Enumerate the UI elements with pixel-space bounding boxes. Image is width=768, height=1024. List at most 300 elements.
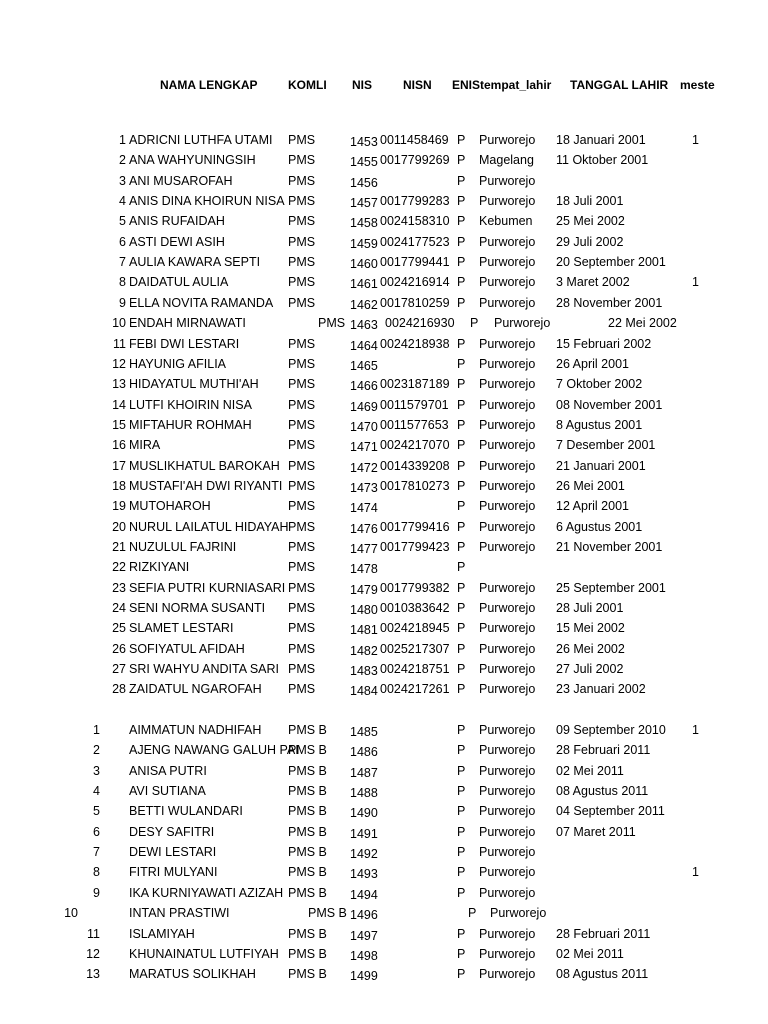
cell-no: 27	[112, 662, 126, 677]
cell-jk: P	[457, 153, 466, 168]
table-row	[0, 174, 768, 194]
cell-tgl: 28 November 2001	[556, 295, 663, 310]
cell-nis: 1479	[350, 582, 378, 597]
cell-tgl: 28 Februari 2011	[556, 743, 651, 758]
cell-nisn: 0024218938	[380, 336, 450, 351]
table-row	[0, 947, 768, 967]
cell-jk: P	[457, 397, 466, 412]
cell-komli: PMS	[288, 540, 316, 554]
cell-tempat: Purworejo	[479, 784, 536, 799]
cell-tempat: Purworejo	[479, 723, 536, 737]
cell-jk: P	[457, 784, 466, 799]
cell-nis: 1496	[350, 908, 378, 923]
cell-tgl: 26 Mei 2002	[556, 641, 625, 656]
cell-nis: 1491	[350, 826, 378, 841]
table-row	[0, 255, 768, 275]
cell-jk: P	[457, 967, 466, 982]
cell-jk: P	[457, 743, 466, 758]
cell-nisn: 0014339208	[380, 458, 450, 473]
cell-nama: IKA KURNIYAWATI AZIZAH	[129, 885, 284, 900]
cell-nama: DESY SAFITRI	[129, 824, 215, 839]
cell-tgl: 09 September 2010	[556, 723, 666, 737]
cell-nama: SLAMET LESTARI	[129, 621, 234, 636]
cell-tgl: 21 November 2001	[556, 540, 663, 554]
cell-komli: PMS	[288, 580, 316, 595]
table-row	[0, 825, 768, 845]
cell-nama: ELLA NOVITA RAMANDA	[129, 295, 274, 310]
cell-nama: HIDAYATUL MUTHI'AH	[129, 377, 259, 392]
cell-jk: P	[457, 763, 466, 778]
cell-no: 9	[93, 885, 100, 900]
cell-no: 5	[119, 214, 126, 229]
cell-nisn: 0024217261	[380, 682, 450, 697]
table-row	[0, 275, 768, 295]
cell-nisn: 0017799423	[380, 540, 450, 554]
cell-nis: 1483	[350, 664, 378, 679]
table-row	[0, 601, 768, 621]
cell-tempat: Purworejo	[479, 519, 536, 534]
cell-tempat: Purworejo	[479, 845, 536, 860]
table-row	[0, 214, 768, 234]
cell-nis: 1471	[350, 440, 378, 455]
cell-komli: PMS	[288, 499, 316, 514]
cell-tempat: Purworejo	[479, 804, 536, 819]
cell-no: 25	[112, 621, 126, 636]
cell-nama: NUZULUL FAJRINI	[129, 540, 237, 554]
cell-nis: 1485	[350, 725, 378, 739]
cell-nis: 1469	[350, 399, 378, 414]
cell-tempat: Purworejo	[479, 275, 536, 290]
cell-nama: ASTI DEWI ASIH	[129, 234, 225, 249]
cell-no: 7	[119, 255, 126, 270]
cell-tgl: 11 Oktober 2001	[556, 153, 649, 168]
cell-nis: 1494	[350, 887, 378, 902]
table-row	[0, 906, 768, 926]
cell-no: 7	[93, 845, 100, 860]
cell-komli: PMS B	[288, 885, 327, 900]
table-row	[0, 296, 768, 316]
cell-nisn: 0025217307	[380, 641, 450, 656]
cell-nisn: 0024216930	[385, 316, 455, 331]
cell-komli: PMS B	[288, 946, 327, 961]
cell-tgl: 3 Maret 2002	[556, 275, 630, 290]
cell-nisn: 0017810259	[380, 295, 450, 310]
cell-nis: 1488	[350, 786, 378, 801]
cell-komli: PMS	[288, 560, 316, 575]
table-row	[0, 479, 768, 499]
cell-no: 12	[86, 946, 100, 961]
cell-nisn: 0011458469	[380, 133, 449, 147]
cell-tgl: 15 Februari 2002	[556, 336, 652, 351]
cell-tgl: 26 April 2001	[556, 356, 629, 371]
cell-nama: DAIDATUL AULIA	[129, 275, 229, 290]
cell-nis: 1480	[350, 603, 378, 618]
cell-nisn: 0024216914	[380, 275, 450, 290]
table-row	[0, 621, 768, 641]
cell-komli: PMS B	[288, 824, 327, 839]
cell-nama: SEFIA PUTRI KURNIASARI	[129, 580, 286, 595]
cell-nama: MIFTAHUR ROHMAH	[129, 417, 252, 432]
table-row	[0, 642, 768, 662]
cell-jk: P	[457, 804, 466, 819]
table-row	[0, 743, 768, 763]
cell-no: 23	[112, 580, 126, 595]
cell-tempat: Purworejo	[479, 621, 536, 636]
cell-tgl: 23 Januari 2002	[556, 682, 646, 697]
cell-tgl: 08 Agustus 2011	[556, 967, 649, 982]
cell-no: 3	[119, 173, 126, 188]
cell-nama: LUTFI KHOIRIN NISA	[129, 397, 252, 412]
cell-komli: PMS	[288, 662, 316, 677]
table-row	[0, 377, 768, 397]
cell-tgl: 29 Juli 2002	[556, 234, 624, 249]
cell-tempat: Purworejo	[479, 763, 536, 778]
cell-nama: AJENG NAWANG GALUH PAI	[129, 743, 299, 758]
cell-sem: 1	[692, 865, 699, 880]
cell-nama: AULIA KAWARA SEPTI	[129, 255, 261, 270]
cell-nama: ANIS DINA KHOIRUN NISA	[129, 194, 285, 209]
cell-tempat: Purworejo	[494, 316, 551, 331]
cell-jk: P	[457, 336, 466, 351]
cell-nama: DEWI LESTARI	[129, 845, 217, 860]
cell-tempat: Purworejo	[490, 906, 547, 921]
cell-tempat: Purworejo	[479, 885, 536, 900]
cell-no: 22	[112, 560, 126, 575]
cell-nama: BETTI WULANDARI	[129, 804, 243, 819]
cell-nis: 1472	[350, 460, 378, 475]
table-row	[0, 499, 768, 519]
cell-tgl: 26 Mei 2001	[556, 478, 625, 493]
cell-nis: 1470	[350, 419, 378, 434]
cell-nisn: 0010383642	[380, 601, 450, 616]
cell-no: 1	[119, 133, 126, 147]
cell-jk: P	[457, 194, 466, 209]
cell-komli: PMS	[288, 601, 316, 616]
cell-nisn: 0017799283	[380, 194, 450, 209]
cell-komli: PMS B	[288, 763, 327, 778]
cell-jk: P	[457, 824, 466, 839]
cell-tgl: 7 Oktober 2002	[556, 377, 643, 392]
header-semester: meste	[680, 78, 715, 92]
cell-tempat: Purworejo	[479, 926, 536, 941]
cell-jk: P	[457, 214, 466, 229]
cell-nis: 1453	[350, 135, 378, 149]
cell-nama: SRI WAHYU ANDITA SARI	[129, 662, 280, 677]
cell-no: 13	[112, 377, 126, 392]
cell-komli: PMS B	[288, 743, 327, 758]
cell-nama: FITRI MULYANI	[129, 865, 218, 880]
table-row	[0, 560, 768, 580]
table-row	[0, 398, 768, 418]
cell-tgl: 08 Agustus 2011	[556, 784, 649, 799]
table-row	[0, 865, 768, 885]
cell-nisn: 0024158310	[380, 214, 450, 229]
cell-tgl: 28 Februari 2011	[556, 926, 651, 941]
cell-nisn: 0017799382	[380, 580, 450, 595]
cell-komli: PMS	[288, 478, 316, 493]
cell-nis: 1461	[350, 277, 378, 292]
cell-komli: PMS B	[308, 906, 347, 921]
cell-tgl: 15 Mei 2002	[556, 621, 625, 636]
cell-komli: PMS B	[288, 967, 327, 982]
header-komli: KOMLI	[288, 78, 327, 92]
cell-nis: 1492	[350, 847, 378, 862]
cell-komli: PMS	[288, 295, 316, 310]
table-row	[0, 723, 768, 743]
cell-nis: 1460	[350, 257, 378, 272]
cell-tempat: Purworejo	[479, 540, 536, 554]
cell-nama: MUSLIKHATUL BAROKAH	[129, 458, 280, 473]
cell-tgl: 6 Agustus 2001	[556, 519, 643, 534]
cell-jk: P	[457, 519, 466, 534]
cell-jk: P	[457, 580, 466, 595]
cell-komli: PMS	[318, 316, 346, 331]
cell-tgl: 12 April 2001	[556, 499, 629, 514]
cell-tempat: Kebumen	[479, 214, 533, 229]
cell-jk: P	[457, 662, 466, 677]
cell-nis: 1486	[350, 745, 378, 760]
cell-tempat: Purworejo	[479, 133, 536, 147]
table-row	[0, 235, 768, 255]
cell-nisn: 0011577653	[380, 417, 449, 432]
table-row	[0, 459, 768, 479]
header-nis: NIS	[352, 78, 373, 92]
cell-tempat: Purworejo	[479, 377, 536, 392]
cell-nisn: 0017799441	[380, 255, 450, 270]
table-row	[0, 418, 768, 438]
cell-nis: 1499	[350, 969, 378, 984]
cell-tempat: Purworejo	[479, 662, 536, 677]
table-row	[0, 357, 768, 377]
cell-nisn: 0017799416	[380, 519, 450, 534]
table-row	[0, 927, 768, 947]
cell-tempat: Purworejo	[479, 580, 536, 595]
cell-no: 8	[119, 275, 126, 290]
cell-nama: ADRICNI LUTHFA UTAMI	[129, 133, 273, 147]
cell-nis: 1474	[350, 501, 378, 516]
cell-nis: 1465	[350, 358, 378, 373]
cell-nis: 1463	[350, 318, 378, 333]
cell-nis: 1456	[350, 175, 378, 190]
cell-nis: 1476	[350, 521, 378, 536]
cell-tempat: Purworejo	[479, 601, 536, 616]
cell-tgl: 04 September 2011	[556, 804, 665, 819]
cell-komli: PMS	[288, 377, 316, 392]
table-row	[0, 804, 768, 824]
cell-tempat: Magelang	[479, 153, 534, 168]
cell-tempat: Purworejo	[479, 194, 536, 209]
cell-no: 12	[112, 356, 126, 371]
cell-tgl: 21 Januari 2001	[556, 458, 646, 473]
cell-jk: P	[457, 885, 466, 900]
cell-nis: 1477	[350, 542, 378, 556]
cell-jk: P	[457, 601, 466, 616]
cell-nis: 1457	[350, 196, 378, 211]
header-nama: NAMA LENGKAP	[160, 78, 258, 92]
cell-jk: P	[468, 906, 477, 921]
cell-nama: MUTOHAROH	[129, 499, 211, 514]
cell-nis: 1490	[350, 806, 378, 821]
cell-nama: ZAIDATUL NGAROFAH	[129, 682, 262, 697]
cell-no: 26	[112, 641, 126, 656]
cell-tgl: 27 Juli 2002	[556, 662, 624, 677]
cell-no: 2	[93, 743, 100, 758]
cell-no: 24	[112, 601, 126, 616]
cell-komli: PMS	[288, 255, 316, 270]
cell-nama: KHUNAINATUL LUTFIYAH	[129, 946, 279, 961]
cell-nisn: 0024218945	[380, 621, 450, 636]
cell-tempat: Purworejo	[479, 173, 536, 188]
cell-nis: 1478	[350, 562, 378, 577]
cell-komli: PMS	[288, 458, 316, 473]
cell-no: 1	[93, 723, 100, 737]
cell-no: 28	[112, 682, 126, 697]
cell-nama: AIMMATUN NADHIFAH	[129, 723, 262, 737]
cell-no: 15	[112, 417, 126, 432]
cell-no: 21	[112, 540, 126, 554]
cell-no: 17	[112, 458, 126, 473]
header-jenis-kelamin: ENIS	[451, 78, 480, 92]
cell-tgl: 08 November 2001	[556, 397, 663, 412]
cell-sem: 1	[692, 723, 699, 737]
table-row	[0, 540, 768, 560]
cell-komli: PMS	[288, 417, 316, 432]
cell-nis: 1466	[350, 379, 378, 394]
cell-tgl: 07 Maret 2011	[556, 824, 636, 839]
cell-nisn: 0017810273	[380, 478, 450, 493]
cell-jk: P	[457, 417, 466, 432]
cell-nis: 1493	[350, 867, 378, 882]
cell-no: 3	[93, 763, 100, 778]
cell-no: 6	[119, 234, 126, 249]
cell-tgl: 22 Mei 2002	[608, 316, 677, 331]
table-row	[0, 845, 768, 865]
cell-sem: 1	[692, 133, 699, 147]
cell-nama: AVI SUTIANA	[129, 784, 206, 799]
cell-nis: 1455	[350, 155, 378, 170]
cell-komli: PMS	[288, 682, 316, 697]
cell-jk: P	[457, 275, 466, 290]
table-row	[0, 337, 768, 357]
cell-no: 2	[119, 153, 126, 168]
cell-tempat: Purworejo	[479, 397, 536, 412]
cell-no: 6	[93, 824, 100, 839]
cell-nisn: 0017799269	[380, 153, 450, 168]
cell-komli: PMS B	[288, 845, 327, 860]
cell-tgl: 20 September 2001	[556, 255, 666, 270]
cell-komli: PMS	[288, 173, 316, 188]
cell-jk: P	[457, 295, 466, 310]
cell-jk: P	[457, 723, 466, 737]
cell-no: 8	[93, 865, 100, 880]
cell-nama: ENDAH MIRNAWATI	[129, 316, 246, 331]
cell-tgl: 18 Januari 2001	[556, 133, 646, 147]
cell-nisn: 0011579701	[380, 397, 449, 412]
cell-nisn: 0024218751	[380, 662, 450, 677]
cell-jk: P	[457, 173, 466, 188]
cell-komli: PMS	[288, 519, 316, 534]
table-row	[0, 662, 768, 682]
cell-no: 5	[93, 804, 100, 819]
table-row	[0, 682, 768, 702]
cell-nama: ANA WAHYUNINGSIH	[129, 153, 256, 168]
cell-tempat: Purworejo	[479, 824, 536, 839]
cell-tgl: 02 Mei 2011	[556, 763, 624, 778]
cell-nisn: 0024177523	[380, 234, 450, 249]
cell-jk: P	[457, 356, 466, 371]
cell-no: 13	[86, 967, 100, 982]
cell-tgl: 28 Juli 2001	[556, 601, 624, 616]
cell-tempat: Purworejo	[479, 743, 536, 758]
cell-no: 9	[119, 295, 126, 310]
cell-jk: P	[470, 316, 479, 331]
table-row	[0, 194, 768, 214]
cell-tgl: 25 September 2001	[556, 580, 666, 595]
cell-no: 10	[64, 906, 78, 921]
cell-komli: PMS	[288, 234, 316, 249]
cell-komli: PMS	[288, 214, 316, 229]
cell-tempat: Purworejo	[479, 946, 536, 961]
cell-no: 4	[119, 194, 126, 209]
header-nisn: NISN	[403, 78, 432, 92]
cell-jk: P	[457, 540, 466, 554]
cell-no: 18	[112, 478, 126, 493]
table-row	[0, 784, 768, 804]
cell-nama: INTAN PRASTIWI	[129, 906, 230, 921]
table-row	[0, 520, 768, 540]
cell-nisn: 0023187189	[380, 377, 450, 392]
cell-komli: PMS	[288, 397, 316, 412]
cell-jk: P	[457, 458, 466, 473]
cell-nis: 1481	[350, 623, 378, 638]
cell-jk: P	[457, 255, 466, 270]
cell-jk: P	[457, 377, 466, 392]
cell-nama: SOFIYATUL AFIDAH	[129, 641, 245, 656]
cell-nis: 1487	[350, 765, 378, 780]
cell-komli: PMS	[288, 336, 316, 351]
cell-jk: P	[457, 560, 466, 575]
cell-nama: SENI NORMA SUSANTI	[129, 601, 266, 616]
cell-tempat: Purworejo	[479, 682, 536, 697]
cell-nama: NURUL LAILATUL HIDAYAH	[129, 519, 289, 534]
cell-tgl: 8 Agustus 2001	[556, 417, 643, 432]
cell-nis: 1484	[350, 684, 378, 699]
table-row	[0, 967, 768, 987]
cell-nis: 1497	[350, 928, 378, 943]
cell-komli: PMS B	[288, 804, 327, 819]
cell-jk: P	[457, 845, 466, 860]
cell-jk: P	[457, 133, 466, 147]
header-tanggal-lahir: TANGGAL LAHIR	[570, 78, 669, 92]
cell-jk: P	[457, 499, 466, 514]
cell-nis: 1458	[350, 216, 378, 231]
cell-nis: 1464	[350, 338, 378, 353]
cell-jk: P	[457, 865, 466, 880]
table-row	[0, 764, 768, 784]
cell-komli: PMS	[288, 641, 316, 656]
cell-komli: PMS B	[288, 926, 327, 941]
cell-nis: 1473	[350, 480, 378, 495]
cell-tempat: Purworejo	[479, 499, 536, 514]
cell-no: 10	[112, 316, 126, 331]
cell-nis: 1482	[350, 643, 378, 658]
cell-tempat: Purworejo	[479, 295, 536, 310]
cell-no: 19	[112, 499, 126, 514]
cell-jk: P	[457, 946, 466, 961]
cell-nama: ANI MUSAROFAH	[129, 173, 233, 188]
cell-no: 11	[113, 336, 126, 351]
cell-komli: PMS	[288, 621, 316, 636]
